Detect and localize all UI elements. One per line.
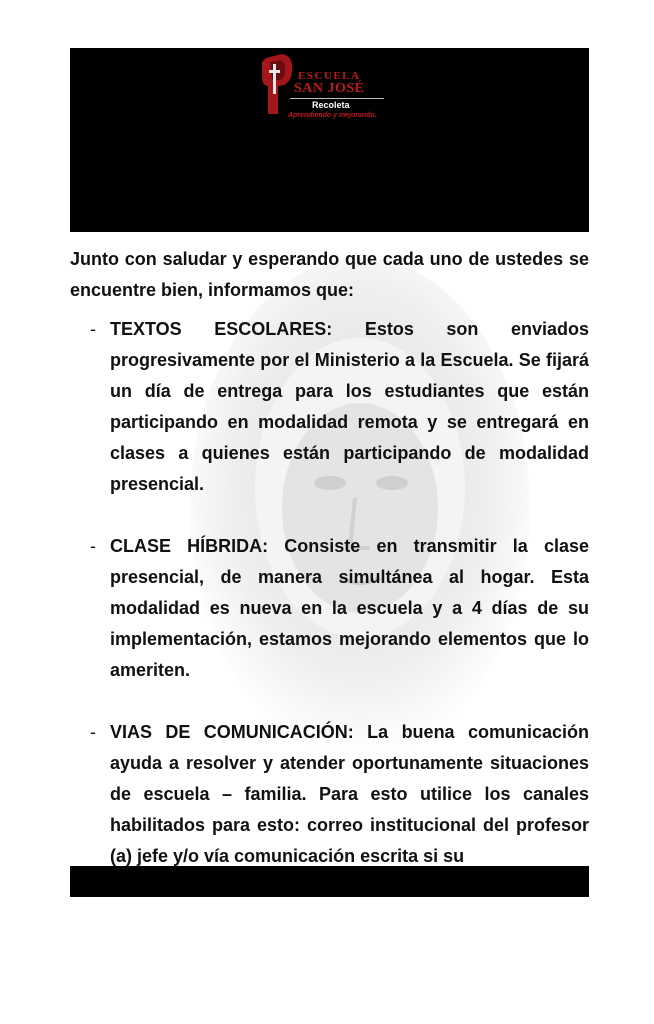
item-text: Estos son enviados progresivamente por el Ministerio a la Escuela. Se fijará un día de entrega para los estudiantes que están participando en modalidad remota y se entregará en clases a quienes están participando de modalidad presencial.: [110, 319, 589, 494]
footer-band: [70, 866, 589, 897]
logo-emblem-icon: [260, 52, 296, 116]
item-text: Consiste en transmitir la clase presencial, de manera simultánea al hogar. Esta modalidad es nueva en la escuela y a 4 días de su implementación, estamos mejorando elementos que lo ameriten.: [110, 536, 589, 680]
list-item-clase-hibrida: [70, 531, 589, 686]
bullet-dash: -: [90, 722, 96, 742]
logo-line-recoleta: Recoleta: [312, 100, 350, 110]
item-text: La buena comunicación ayuda a resolver y atender oportunamente situaciones de escuela – familia. Para esto utilice los canales habilitados para esto: correo institucional del profesor (a) jefe y/o vía comunicación escrita si su: [110, 722, 589, 866]
document-page: [70, 48, 589, 897]
bullet-dash: -: [90, 536, 96, 556]
header-band: [70, 48, 589, 232]
logo-line-san-jose: SAN JOSÉ: [294, 81, 365, 96]
school-logo: [260, 52, 400, 122]
list-item-vias-de-comunicacion: [70, 717, 589, 872]
bullet-dash: -: [90, 319, 96, 339]
logo-divider: [290, 98, 384, 99]
document-body: [70, 244, 589, 872]
logo-line-escuela: ESCUELA: [298, 70, 361, 82]
item-title: CLASE HÍBRIDA:: [110, 536, 285, 556]
logo-tagline: Aprendiendo y mejorando.: [288, 112, 377, 119]
item-title: VIAS DE COMUNICACIÓN:: [110, 722, 368, 742]
list-item-textos-escolares: [70, 314, 589, 500]
intro-paragraph: Junto con saludar y esperando que cada uno de ustedes se encuentre bien, informamos que:: [70, 249, 589, 300]
item-title: TEXTOS ESCOLARES:: [110, 319, 365, 339]
